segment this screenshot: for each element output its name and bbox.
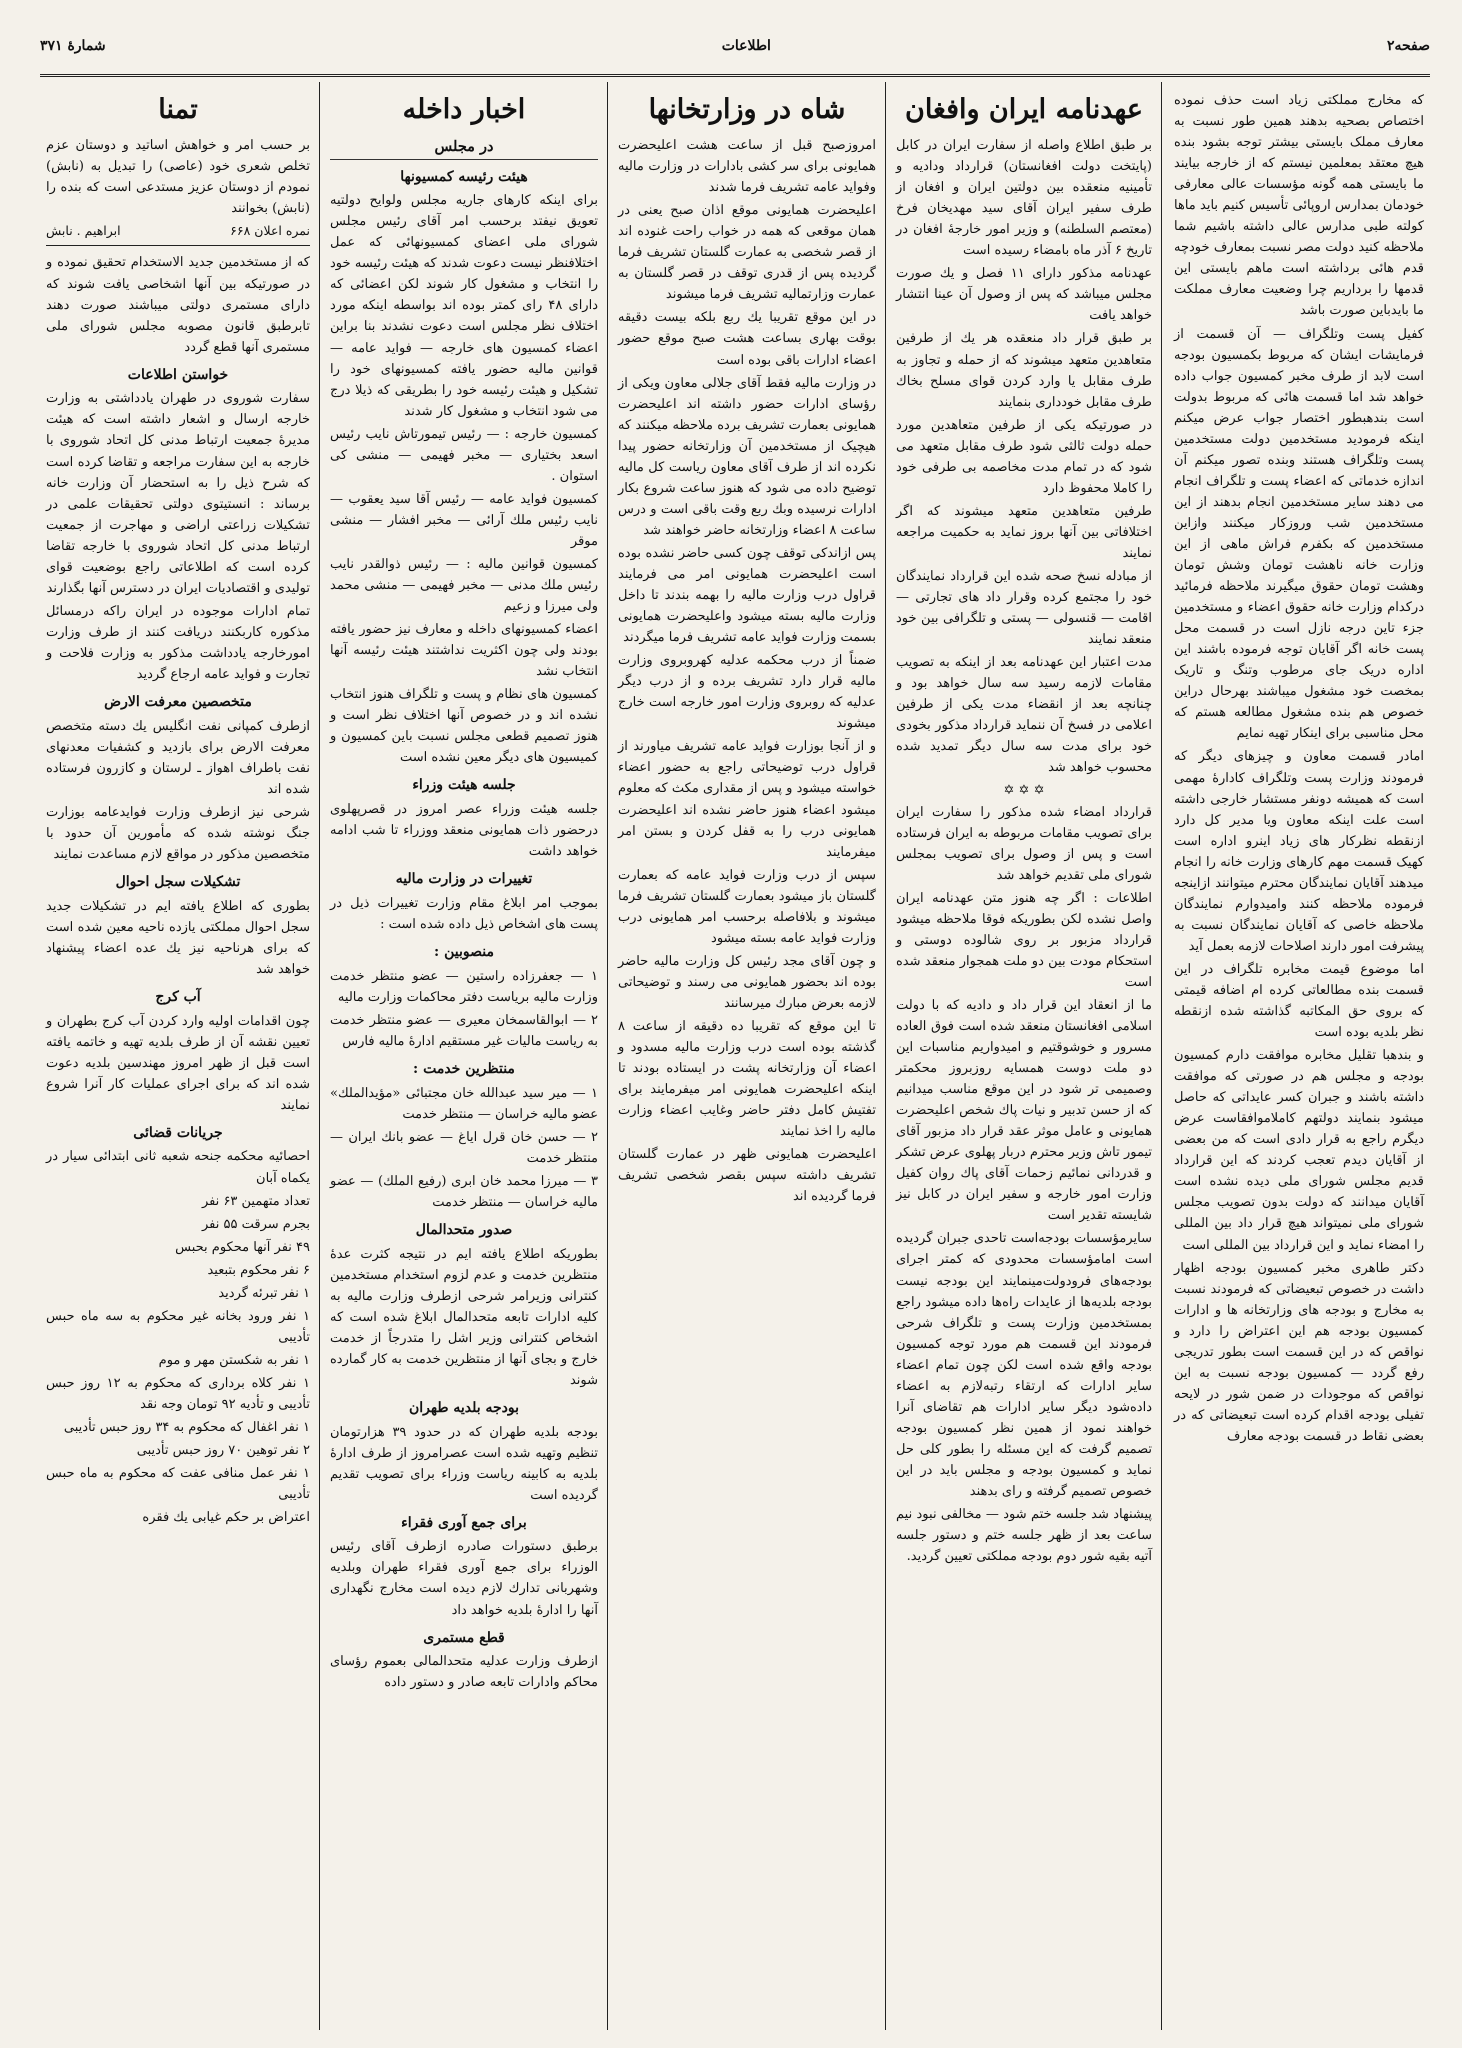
signature-name: ابراهیم . نابش — [46, 223, 121, 239]
list-item: ۱ نفر عمل منافی عفت که محکوم به ماه حبس تأدیبی — [46, 1466, 310, 1503]
column-divider — [319, 82, 320, 2030]
paragraph: در وزارت مالیه فقط آقای جلالی معاون ویکی از رؤسای ادارات حضور داشته اند اعلیحضرت همایونی بعمارت تشریف برده ملاحظه میکنند که هیچیک از مستخدمین آن وزارتخانه حضور پیدا نکرده اند از طرف آقای معاون ریاست کل مالیه توضیح داده می شود که هنوز ساعت شروع بکار ادارات نرسیده وبك ربع وقت باقی است و درس ساعت ۸ اعضاء وزارتخانه حاضر خواهند شد — [618, 375, 876, 538]
list-item: بجرم سرقت ۵۵ نفر — [201, 1216, 310, 1232]
section-heading: تغییرات در وزارت مالیه — [395, 871, 533, 888]
column-intro — [1168, 90, 1430, 2030]
paragraph: دکتر طاهری مخبر کمسیون بودجه اظهار داشت در خصوص تبعیضاتی که فرمودند نسبت به مخارج و بودجه های وزارتخانه ها و ادارات کمسیون بودجه هم این اعتراض را دارد و نواقص که در این قسمت است بطور تدریجی رفع گردد — کمسیون بودجه نسبت به این نواقص که موجودات در ضمن شور در لایحه تفیلی بودجه اقدام کرده است تبعیضاتی که در بعضی نقاط در قسمت بودجه معارف — [1174, 1260, 1424, 1444]
paragraph: جلسه هیئت وزراء عصر امروز در قصرپهلوی درحضور ذات همایونی منعقد ووزراء تا شب ادامه خواهد داشت — [330, 802, 598, 860]
column-divider — [1161, 82, 1162, 2030]
paragraph: اطلاعات : اگر چه هنوز متن عهدنامه ایران واصل نشده لکن بطوریکه فوقا ملاحظه میشود قرارداد مزبور بر روی شالوده دوستی و استحکام مودت بین دو ملت همجوار منعقد شده است — [896, 890, 1152, 990]
section-heading: خواستن اطلاعات — [127, 366, 229, 383]
list-item: ۱ — جعفرزاده راستین — عضو منتظر خدمت وزارت مالیه بریاست دفتر محاکمات وزارت مالیه — [330, 968, 598, 1005]
list-item: ۱ نفر کلاه برداری که محکوم به ۱۲ روز حبس تأدیبی و تأدیه ۹۲ تومان وجه نقد — [46, 1375, 310, 1412]
paragraph: طرفین متعاهدین متعهد میشوند که اگر اختلافاتی بین آنها بروز نماید به حکمیت مراجعه نمایند — [896, 503, 1152, 561]
paragraph: اعضاء کمسیونهای داخله و معارف نیز حضور یافته بودند ولی چون اکثریت نداشتند هیئت رئیسه آنها انتخاب نشد — [330, 622, 598, 680]
column-domestic-news — [324, 90, 604, 2030]
headline-afghan-treaty: عهدنامه ایران وافغان — [905, 94, 1143, 125]
paragraph: کفیل پست وتلگراف — آن قسمت از فرمایشات ایشان که مربوط بکمسیون بودجه است لابد از طرف مخبر کمسیون جواب داده خواهد شد اما قسمت هائی که مربوط بدولت است بندهبطور اختصار جواب عرض میکنم اینکه فرمودید مستخدمین دولت مستخدمین پست وتلگراف هستند وبنده تصور میکنم آن اندازه خدماتی که اعضاء پست و تلگراف انجام می دهند سایر مستخدمین انجام بدهند از این مستخدمین شب وروزکار میکنند وازاین مستخدمین که بکفرم فراش ماهی از این وزارت خانه ناهشت تومان وشش تومان وهشت تومان حقوق میگیرند ملاحظه فرمائید درکدام وزارت خانه حقوق اعضاء و مستخدمین جزء تاین درجه نازل است در قسمت محل پست خانه اگر آقایان توجه فرموده باشند این اداره دریک جای مرطوب وتنگ و تاریک بمخصت خود مشغول میباشند بهرحال دراین خصوص هم بنده مشغول مطالعه هستم که محل مناسبی برای اینکار تهیه نمایم — [1174, 326, 1424, 742]
section-heading: صدور متحدالمال — [415, 1221, 513, 1238]
column-divider — [885, 82, 886, 2030]
paragraph: بر حسب امر و خواهش اساتید و دوستان عزم تخلص شعری خود (عاصی) را تبدیل به (نابش) نمودم از دوستان عزیز مستدعی است که بنده را (نابش) بخوانند — [46, 138, 310, 217]
section-heading: آب کرج — [155, 988, 201, 1005]
paragraph: امروزصبح قبل از ساعت هشت اعلیحضرت همایونی برای سر کشی بادارات در وزارت مالیه وفواید عامه تشریف فرما شدند — [618, 138, 876, 196]
paragraph: اما موضوع قیمت مخابره تلگراف در این قسمت بنده مطالعاتی کرده ام اضافه قیمتی که بروی حق المکاتبه گذاشته شده ازنقطه نظر بلدیه بوده است — [1174, 961, 1424, 1041]
section-heading: برای جمع آوری فقراء — [401, 1514, 527, 1531]
list-item: ۱ — میر سید عبدالله خان مجتبائی «مؤیدالملك» عضو مالیه خراسان — منتظر خدمت — [330, 1085, 598, 1122]
paragraph: قرارداد امضاء شده مذکور را سفارت ایران برای تصویب مقامات مربوطه به ایران فرستاده است و پس از وصول برای تصویب بمجلس شورای ملی تقدیم خواهد شد — [896, 804, 1152, 883]
paragraph: بر طبق اطلاع واصله از سفارت ایران در کابل (پایتخت دولت افغانستان) قرارداد ودادیه و تأمینیه منعقده بین دولتین ایران و افغان از طرف سفیر ایران آقای سید مهدیخان فرخ (معتصم السلطنه) و وزیر امور خارجهٔ افغان در تاریخ ۶ آذر ماه بامضاء رسیده است — [896, 138, 1152, 259]
paragraph: برطبق دستورات صادره ازطرف آقای رئیس الوزراء برای جمع آوری فقراء طهران وبلدیه وشهربانی تدارك لازم دیده است مخارج نگهداری آنها را ادارهٔ بلدیه خواهد داد — [330, 1539, 598, 1618]
section-heading: متخصصین معرفت الارض — [104, 694, 252, 711]
list-item: ۳ — میرزا محمد خان ابری (رفیع الملك) — عضو مالیه خراسان — منتظر خدمت — [330, 1173, 598, 1210]
masthead — [40, 20, 1430, 72]
paragraph: ما از انعقاد این قرار داد و دادیه که با دولت اسلامی افغانستان منعقد شده است فوق العاده مسرور و خوشوقتیم و امیدواریم مناسبات این دو ملت دوست همسایه روزبروز محکمتر وصمیمی تر شود در این موقع مناسب میدانیم که از حسن تدبیر و نیات پاك شخص اعلیحضرت همایونی و عامل موثر عقد قرار داد مزبور آقای تیمور تاش وزیر محترم دربار پهلوی عرض تشکر و قدردانی نمائیم زحمات آقای پاك روان کفیل وزارت امور خارجه و سفیر ایران در کابل نیز شایسته تقدیر است — [896, 997, 1152, 1224]
section-heading: هیئت رئیسه کمسیونها — [400, 168, 528, 185]
paragraph: بموجب امر ابلاغ مقام وزارت تغییرات ذیل در پست های اشخاص ذیل داده شده است : — [330, 895, 598, 932]
paragraph: مدت اعتبار این عهدنامه بعد از اینکه به تصویب مقامات لازمه رسید سه سال خواهد بود و چنانچه بعد از انقضاء مدت یکی از طرفین اعلامی در فسخ آن ننماید قرارداد مذکور بخودی خود برای مدت سه سال دیگر تمدید شده محسوب خواهد شد — [896, 655, 1152, 776]
paragraph: پیشنهاد شد جلسه ختم شود — مخالفی نبود نیم ساعت بعد از ظهر جلسه ختم و دستور جلسه آتیه بقیه شور دوم بودجه مملکتی تعیین گردید. — [896, 1507, 1152, 1565]
paragraph: که مخارج مملکتی زیاد است حذف نموده اختصاص بصحیه بدهند همین طور نسبت به معارف مملک بایستی بیشتر توجه بشود بنده هیچ معتقد بمعلمین نیستم که از خارجه بیایند ما بایستی همه گونه مؤسسات عالی معارفی خودمان بمدارس اروپائی تأسیس کنیم باید ماها کولته طبی مدارس عالی داشته باشیم شما ملاحظه کنید دولت مصر نسبت بمعارف خودچه قدم هائی برداشته است ماهم بایستی این قدمها را برداریم چرا وضعیت معارف مملکت ما بایدباین صورت باشد — [1174, 93, 1424, 319]
section-heading: بودجه بلدیه طهران — [408, 1399, 520, 1416]
paragraph: تمام ادارات موجوده در ایران راکه درمسائل مذکوره کاربکنند دریافت کنند از طرف وزارت امورخارجه یادداشت مذکور به وزارت فلاحت و تجارت و فواید عامه ارجاع گردید — [46, 603, 310, 682]
paragraph: که از مستخدمین جدید الاستخدام تحقیق نموده و در صورتیکه بین آنها اشخاصی یافت شوند که دارای مستمری دولتی میباشند صورت دهند تابرطبق قانون مصوبه مجلس شورای ملی مستمری آنها قطع گردد — [46, 255, 310, 355]
paragraph: عهدنامه مذکور دارای ۱۱ فصل و یك صورت مجلس میباشد که پس از وصول آن عینا انتشار خواهد یافت — [896, 266, 1152, 324]
paragraph: احصائیه محکمه جنحه شعبه ثانی ابتدائی سیار در یکماه آبان — [46, 1149, 310, 1186]
paragraph: و از آنجا بوزارت فواید عامه تشریف میاورند از قراول درب توضیحاتی راجع به حضور اعضاء خواسته میشود و پس از مقداری مکث که معلوم میشود اعضاء هنوز حاضر نشده اند اعلیحضرت همایونی درب را به قفل کردن و بستن امر میفرمایند — [618, 739, 876, 860]
paragraph: سپس از درب وزارت فواید عامه که بعمارت گلستان باز میشود بعمارت گلستان تشریف فرما میشوند و بلافاصله برحسب امر همایونی درب وزارت فواید عامه بسته میشود — [618, 867, 876, 946]
paragraph: در صورتیکه یکی از طرفین متعاهدین مورد حمله دولت ثالثی شود طرف مقابل متعهد می شود که در تمام مدت مخاصمه بی طرفی خود را کاملا محفوظ دارد — [896, 417, 1152, 496]
list-item: ۱ نفر تبرئه گردید — [218, 1285, 310, 1301]
list-item: ۱ نفر اغفال که محکوم به ۳۴ روز حبس تأدیبی — [63, 1420, 310, 1436]
paragraph: ازطرف وزارت عدلیه متحدالمالی بعموم رؤسای محاکم وادارات تابعه صادر و دستور داده — [330, 1654, 598, 1691]
separator-stars: ✡ ✡ ✡ — [1003, 783, 1045, 799]
paragraph: پس ازاندکی توقف چون کسی حاضر نشده بوده است اعلیحضرت همایونی امر می فرمایند قراول درب وزارت مالیه را بهمه بندند تا داخل وزارت مالیه بسته میشود واعلیحضرت همایونی بسمت وزارت فواید عامه تشریف فرما میگردند — [618, 545, 876, 646]
paragraph: بطوری که اطلاع یافته ایم در تشکیلات جدید سجل احوال مملکتی یازده ناحیه معین شده است که برای هرناحیه نیز یك عده اعضاء پیشنهاد خواهد شد — [46, 898, 310, 977]
paragraph: اعتراض بر حکم غیابی یك فقره — [142, 1510, 310, 1526]
paragraph: اعلیحضرت همایونی ظهر در عمارت گلستان تشریف داشته سپس بقصر شخصی تشریف فرما گردیده اند — [618, 1147, 876, 1205]
list-item: ۱ نفر به شکستن مهر و موم — [158, 1352, 310, 1368]
section-heading: جلسه هیئت وزراء — [412, 777, 516, 794]
ad-number: نمره اعلان ۶۶۸ — [230, 223, 310, 239]
paragraph: امادر قسمت معاون و چیزهای دیگر که فرمودند وزارت پست وتلگراف کادارهٔ مهمی است که همیشه دونفر مستشار خارجی داشته است علت اینکه معاون ویا مدیر کل دارد ازنقطه نظرکار های زیاد اینرو اداره است کهیک قسمت مهم کارهای وزارت خانه را انجام میدهند آقایان نمایندگان محترم میتوانند ازاینجه فرموده ملاحظه کنند وامیدوارم نمایندگان ملاحظه خاصی که آقایان نمایندگان نسبت به پیشرفت امور دارند اصلاحات لازمه بعمل آید — [1174, 749, 1424, 954]
paragraph: بر طبق قرار داد منعقده هر یك از طرفین متعاهدین متعهد میشوند که از حمله و تجاوز به طرف مقابل یا وارد کردن قوای مسلح بخاك طرف مقابل خودداری بنمایند — [896, 331, 1152, 410]
newspaper-page — [40, 20, 1430, 2030]
paragraph: بودجه بلدیه طهران که در حدود ۳۹ هزارتومان تنظیم وتهیه شده است عصرامروز از طرف ادارهٔ بلدیه به کابینه ریاست وزراء برای تصویب تقدیم گردیده است — [330, 1424, 598, 1503]
column-divider — [607, 82, 608, 2030]
section-heading: منتظرین خدمت : — [413, 1060, 515, 1077]
paragraph: شرحی نیز ازطرف وزارت فوایدعامه بوزارت جنگ نوشته شده که مأمورین آن حدود با متخصصین مذکور در مواقع لازم مساعدت نمایند — [46, 804, 310, 862]
paragraph: و چون آقای مجد رئیس کل وزارت مالیه حاضر بوده اند بحضور همایونی می رسند و توضیحاتی لازمه بعرض مبارك میرسانند — [618, 953, 876, 1011]
paragraph: از مبادله نسخ صحه شده این قرارداد نمایندگان خود را مجتمع کرده وقرار داد های تجارتی — اقامت — قنسولی — پستی و تلگرافی بین خود منعقد نمایند — [896, 568, 1152, 648]
list-item: ۲ نفر توهین ۷۰ روز حبس تأدیبی — [136, 1443, 310, 1459]
section-heading: جریانات قضائی — [133, 1124, 223, 1141]
column-afghan-treaty — [890, 90, 1158, 2030]
paragraph: سایرمؤسسات بودجه‌است تاحدی جبران گردیده است امامؤسسات محدودی که کمتر اجرای بودجه‌های فرودولت‌مینمایند این بودجه نیست بودجه بلدیه‌ها از عایدات راه‌ها داده میشود راجع بمستخدمین وزارت پست و تلگراف شرحی فرمودند این قسمت هم مورد توجه کمسیون بودجه واقع شده است لکن چون تمام اعضاء سایر ادارات که ارتقاء رتبه‌لازم به اعضاء داده‌شود دیگر سایر ادارات هم تقاضای آنرا خواهند نمود از همین نظر کمسیون بودجه تصمیم گرفت که این مسئله را بطور کلی حل نماید و کمسیون بودجه و مجلس باید در این خصوص تصمیم گرفته و رای بدهند — [896, 1231, 1152, 1499]
paragraph: کمسیون خارجه : — رئیس تیمورتاش نایب رئیس اسعد بختیاری — مخبر فهیمی — منشی کی استوان . — [330, 426, 598, 484]
paper-name: اطلاعات — [721, 38, 771, 54]
section-heading: منصوبین : — [434, 944, 494, 961]
section-heading: تشکیلات سجل احوال — [115, 874, 241, 891]
list-item: ۴۹ نفر آنها محکوم بحبس — [175, 1239, 310, 1255]
list-item: ۲ — ابوالقاسمخان معیری — عضو منتظر خدمت به ریاست مالیات غیر مستقیم ادارهٔ مالیه فارس — [330, 1012, 598, 1049]
paragraph: چون اقدامات اولیه وارد کردن آب کرج بطهران و تعیین نقشه آن از طرف بلدیه تهیه و خاتمه یافته است قبل از ظهر امروز مهندسین بلدیه دعوت شده اند که برای اجرای عملیات کار آنرا شروع نمایند — [46, 1013, 310, 1113]
paragraph: کمسیون فواید عامه — رئیس آقا سید یعقوب — نایب رئیس ملك آرائی — مخبر افشار — منشی موقر — [330, 491, 598, 549]
section-heading: قطع مستمری — [423, 1629, 505, 1646]
paragraph: بطوریکه اطلاع یافته ایم در نتیجه کثرت عدهٔ منتظرین خدمت و عدم لزوم استخدام مستخدمین کنترانی وزیرامر شرحی ازطرف وزارت مالیه به کلیه ادارات تابعه متحدالمال ابلاغ شده است که اشخاص کنترانی وزیر اشل را متدرجاً از خدمت خارج و بجای آنها از منتظرین خدمت به کار گمارده شوند — [330, 1246, 598, 1388]
paragraph: تا این موقع که تقریبا ده دقیقه از ساعت ۸ گذشته بوده است درب وزارت مالیه مسدود و اعضاء آن وزارتخانه پشت در ایستاده بودند تا اینکه اعلیحضرت همایونی امر میفرمایند برای تفتیش کامل دفتر حاضر وغایب اعضاء وزارت مالیه را اخذ نمایند — [618, 1018, 876, 1140]
masthead-rule — [40, 74, 1430, 77]
page-number: صفحه۲ — [1386, 38, 1430, 54]
list-item: ۶ نفر محکوم بتبعید — [207, 1262, 310, 1278]
paragraph: برای اینکه کارهای جاریه مجلس ولوایح دولتیه تعویق نیفتد برحسب امر آقای رئیس مجلس شورای ملی اعضای کمسیونهائی که عمل اختلافنظر نیست دعوت شدند که هیئت رئیسه خود را انتخاب و مشغول کار شوند لکن اعضائی که دارای ۴۸ رای کمتر بوده اند بواسطه اینکه مورد اختلاف نظر مجلس است دعوت نشدند بنا براین اعضاء کمسیون های خارجه — فواید عامه — قوانین مالیه حضور یافته کمسیونهای خود را تشکیل و هیئت رئیسه خود را بطریقی که ذیلا درج می شود انتخاب و مشغول کار شدند — [330, 193, 598, 419]
list-item: ۱ نفر ورود بخانه غیر محکوم به سه ماه حبس تأدیبی — [46, 1308, 310, 1345]
paragraph: کمسیون های نظام و پست و تلگراف هنوز انتخاب نشده اند و در خصوص آنها اختلاف نظر است و هنوز تصمیم قطعی مجلس نسبت باین کمسیون و کمیسیون های دیگر معین نشده است — [330, 687, 598, 766]
column-tamanna — [40, 90, 316, 2030]
section-heading: در مجلس — [330, 135, 598, 159]
paragraph: ضمناً از درب محکمه عدلیه کهروبروی وزارت مالیه قرار دارد تشریف برده و از درب دیگر عدلیه که روبروی وزارت امور خارجه است خارج میشوند — [618, 653, 876, 732]
headline-shah-ministries: شاه در وزارتخانها — [648, 94, 846, 125]
ad-signature-row — [46, 221, 310, 246]
paragraph: در این موقع تقریبا یك ربع بلکه بیست دقیقه بوقت بهاری بساعت هشت صبح موقع حضور اعضاء ادارات باقی بوده است — [618, 310, 876, 368]
paragraph: سفارت شوروی در طهران یادداشتی به وزارت خارجه ارسال و اشعار داشته است که هیئت مدیرهٔ جمعیت ارتباط مدنی کل اتحاد شوروی با خارجه به این سفارت مراجعه و تقاضا کرده است که شرح ذیل را به استحضار آن وزارت خانه برساند : انستیتوی دولتی تحقیقات علمی در تشکیلات زراعتی اراضی و مهاجرت از جمعیت ارتباط مدنی کل اتحاد شوروی با خارجه تقاضا کرده است که اطلاعاتی راجع بوضعیت قوای تولیدی و اقتصادیات ایران در دسترس آنها بگذارند — [46, 391, 310, 596]
headline-domestic-news: اخبار داخله — [402, 94, 526, 125]
issue-number: شمارهٔ ۳۷۱ — [40, 38, 106, 54]
paragraph: اعلیحضرت همایونی موقع اذان صبح یعنی در همان موقعی که همه در خواب راحت غنوده اند از قصر شخصی به عمارت گلستان تشریف فرما گردیده پس از قدری توقف در قصر گلستان به عمارت وزارتمالیه تشریف فرما میشوند — [618, 203, 876, 303]
paragraph: ازطرف کمپانی نفت انگلیس یك دسته متخصص معرفت الارض برای بازدید و کشفیات معدنهای نفت باطراف اهواز ـ لرستان و کازرون فرستاده شده اند — [46, 718, 310, 797]
headline-tamanna: تمنا — [158, 94, 198, 125]
column-shah-ministries — [612, 90, 882, 2030]
list-item: ۲ — حسن خان قرل ایاغ — عضو بانك ایران — منتظر خدمت — [330, 1129, 598, 1166]
paragraph: و بندهبا تقلیل مخابره موافقت دارم کمسیون بودجه و مجلس هم در صورتی که موافقت داشته باشند و جبران کسر عایداتی که حاصل میشود بنمایند دولتهم کاملاموافقاست عرض دیگرم راجع به قرار دادی است که من بعضی از آقایان دیدم تعجب کردند که این قرارداد قدیم مجلس شورای ملی دیده نشده است آقایان میدانند که دولت بدون تصویب مجلس شورای ملی نمیتواند هیچ قرار داد بین المللی را امضاء نماید و این قرارداد بین المللی است — [1174, 1048, 1424, 1253]
paragraph: کمسیون قوانین مالیه : — رئیس ذوالقدر نایب رئیس ملك مدنی — مخبر فهیمی — منشی محمد ولی میرزا و زعیم — [330, 557, 598, 615]
list-item: تعداد متهمین ۶۳ نفر — [201, 1193, 310, 1209]
